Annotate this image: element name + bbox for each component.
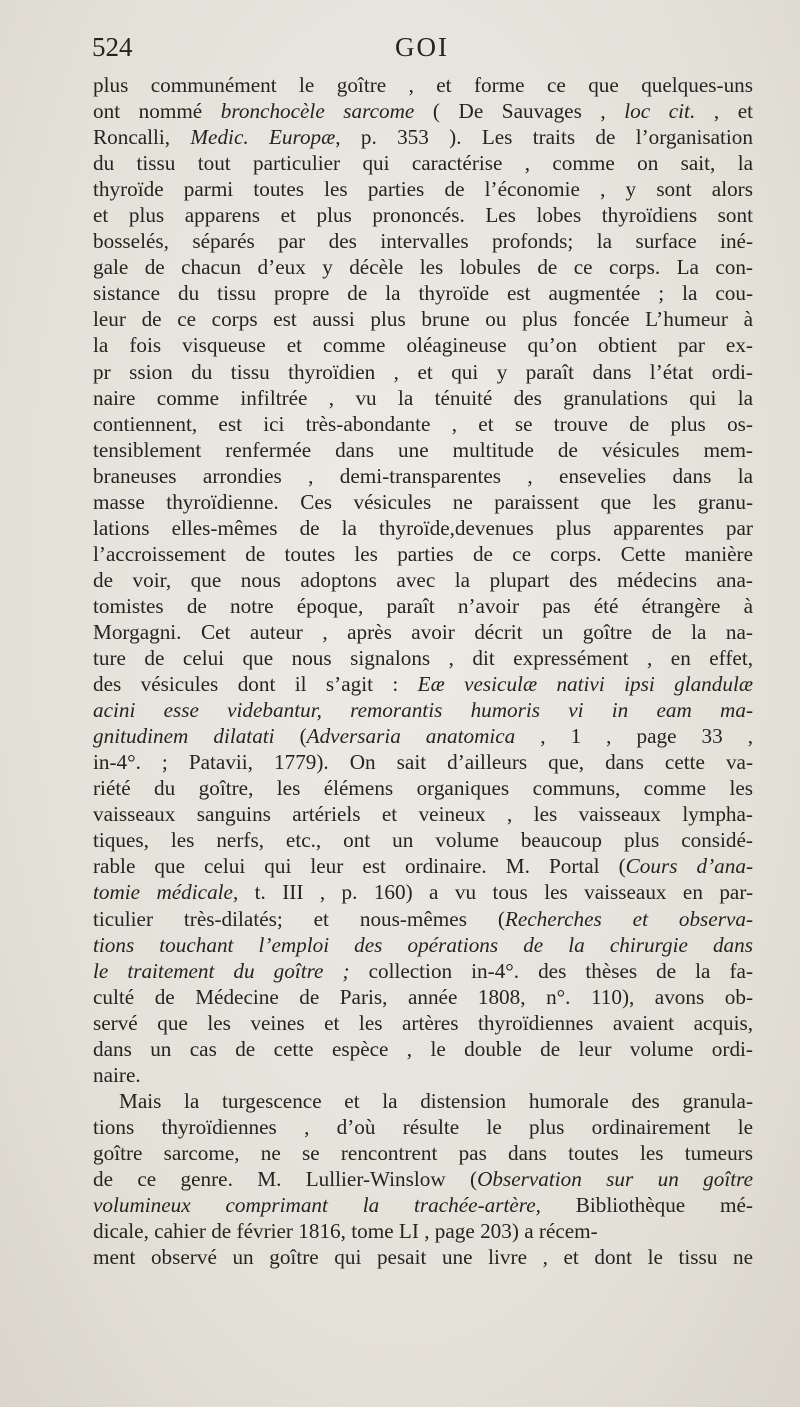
text-span: de voir, que nous adoptons avec la plupart des médecins ana- bbox=[93, 567, 753, 592]
text-span: rable que celui qui leur est ordinaire. M. Portal ( bbox=[93, 854, 626, 879]
text-span: culté de Médecine de Paris, année 1808, n°. 110), avons ob- bbox=[93, 984, 753, 1009]
text-line bbox=[93, 593, 753, 619]
text-line bbox=[93, 254, 753, 280]
body-text bbox=[93, 72, 753, 1270]
text-span: , t. III , p. 160) a vu tous les vaisseaux en par- bbox=[232, 880, 753, 905]
text-line bbox=[93, 385, 753, 411]
text-line bbox=[93, 723, 753, 749]
text-span: ( De Sauvages , bbox=[414, 99, 625, 124]
text-span: ture de celui que nous signalons , dit expressément , en effet, bbox=[93, 646, 753, 671]
text-line bbox=[93, 202, 753, 228]
text-span: de ce genre. M. Lullier-Winslow ( bbox=[93, 1166, 478, 1191]
text-line bbox=[93, 671, 753, 697]
text-line bbox=[93, 1114, 753, 1140]
text-line bbox=[93, 879, 753, 905]
text-line bbox=[93, 437, 753, 463]
text-line bbox=[93, 619, 753, 645]
text-span: , 1 , page 33 , bbox=[515, 724, 753, 749]
text-span: et plus apparens et plus prononcés. Les lobes thyroïdiens sont bbox=[93, 203, 753, 228]
text-span: , et bbox=[695, 99, 753, 124]
text-line bbox=[93, 463, 753, 489]
text-span: la fois visqueuse et comme oléagineuse qu’on obtient par ex- bbox=[93, 333, 753, 358]
text-line bbox=[93, 1140, 753, 1166]
text-span: riété du goître, les élémens organiques communs, comme les bbox=[93, 776, 753, 801]
text-line bbox=[93, 906, 753, 932]
text-line bbox=[93, 1062, 753, 1088]
text-span: plus communément le goître , et forme ce que quelques-uns bbox=[93, 73, 753, 97]
text-line bbox=[93, 98, 753, 124]
text-line bbox=[93, 515, 753, 541]
text-span: l’accroissement de toutes les parties de ce corps. Cette manière bbox=[93, 541, 753, 566]
text-span: ment observé un goître qui pesait une livre , et dont le tissu ne bbox=[93, 1245, 753, 1270]
text-span: Mais la turgescence et la distension humorale des granula- bbox=[119, 1088, 753, 1113]
text-span: tions thyroïdiennes , d’où résulte le plus ordinairement le bbox=[93, 1114, 753, 1139]
italic-span: le traitement du goître ; bbox=[93, 958, 350, 983]
text-line bbox=[93, 150, 753, 176]
text-line bbox=[93, 984, 753, 1010]
text-span: Roncalli, bbox=[93, 125, 191, 150]
text-line bbox=[93, 280, 753, 306]
italic-span: Observation sur un goître bbox=[477, 1166, 753, 1191]
page-number: 524 bbox=[92, 32, 133, 62]
italic-span: volumineux comprimant la trachée-artère, bbox=[93, 1193, 541, 1218]
text-span: dans un cas de cette espèce , le double de leur volume ordi- bbox=[93, 1036, 753, 1061]
italic-span: loc cit. bbox=[624, 99, 696, 124]
italic-span: Adversaria anatomica bbox=[306, 724, 516, 749]
text-line bbox=[93, 411, 753, 437]
text-span: vaisseaux sanguins artériels et veineux , les vaisseaux lympha- bbox=[93, 802, 753, 827]
text-line bbox=[93, 801, 753, 827]
text-line bbox=[93, 1218, 753, 1244]
text-line bbox=[93, 853, 753, 879]
italic-span: Recherches et observa- bbox=[504, 906, 753, 931]
text-span: tiques, les nerfs, etc., ont un volume beaucoup plus considé- bbox=[93, 828, 753, 853]
text-line bbox=[93, 567, 753, 593]
text-line bbox=[93, 359, 753, 385]
text-span: pr ssion du tissu thyroïdien , et qui y paraît dans l’état ordi- bbox=[93, 359, 753, 384]
text-span: thyroïde parmi toutes les parties de l’économie , y sont alors bbox=[93, 177, 753, 202]
text-line bbox=[93, 72, 753, 98]
text-line bbox=[93, 1088, 753, 1114]
text-span: gale de chacun d’eux y décèle les lobules de ce corps. La con- bbox=[93, 255, 753, 280]
text-line bbox=[93, 645, 753, 671]
text-line bbox=[93, 176, 753, 202]
italic-span: Eæ vesiculæ nativi ipsi glandulæ bbox=[417, 672, 753, 697]
italic-span: tions touchant l’emploi des opérations de la chirurgie dans bbox=[93, 932, 753, 957]
text-span: collection in-4°. des thèses de la fa- bbox=[349, 958, 753, 983]
text-span: in-4°. ; Patavii, 1779). On sait d’ailleurs que, dans cette va- bbox=[93, 750, 753, 775]
text-span: bosselés, séparés par des intervalles profonds; la surface iné- bbox=[93, 229, 753, 254]
text-line bbox=[93, 749, 753, 775]
text-span: ( bbox=[274, 724, 307, 749]
text-span: ont nommé bbox=[93, 99, 221, 124]
text-span: goître sarcome, ne se rencontrent pas dans toutes les tumeurs bbox=[93, 1140, 753, 1165]
italic-span: acini esse videbantur, remorantis humoris vi in eam ma- bbox=[93, 698, 753, 723]
text-line bbox=[93, 489, 753, 515]
text-span: du tissu tout particulier qui caractérise , comme on sait, la bbox=[93, 151, 753, 176]
text-line bbox=[93, 332, 753, 358]
text-span: Bibliothèque mé- bbox=[540, 1193, 753, 1218]
text-line bbox=[93, 827, 753, 853]
italic-span: bronchocèle sarcome bbox=[220, 99, 415, 124]
page-header bbox=[92, 32, 752, 72]
running-head: GOI bbox=[395, 32, 449, 62]
italic-span: Cours d’ana- bbox=[625, 854, 753, 879]
text-line bbox=[93, 958, 753, 984]
text-line bbox=[93, 932, 753, 958]
text-span: dicale, cahier de février 1816, tome LI , page 203) a récem- bbox=[93, 1219, 598, 1244]
text-line bbox=[93, 124, 753, 150]
text-span: masse thyroïdienne. Ces vésicules ne paraissent que les granu- bbox=[93, 489, 753, 514]
text-span: lations elles-mêmes de la thyroïde,devenues plus apparentes par bbox=[93, 515, 753, 540]
text-span: braneuses arrondies , demi-transparentes , ensevelies dans la bbox=[93, 463, 753, 488]
text-span: ticulier très-dilatés; et nous-mêmes ( bbox=[93, 906, 505, 931]
text-span: tomistes de notre époque, paraît n’avoir pas été étrangère à bbox=[93, 593, 753, 618]
italic-span: gnitudinem dilatati bbox=[93, 724, 275, 749]
text-span: tensiblement renfermée dans une multitude de vésicules mem- bbox=[93, 437, 753, 462]
text-line bbox=[93, 775, 753, 801]
text-line bbox=[93, 1036, 753, 1062]
text-span: naire comme infiltrée , vu la ténuité des granulations qui la bbox=[93, 385, 753, 410]
text-span: des vésicules dont il s’agit : bbox=[93, 672, 418, 697]
text-line bbox=[93, 1244, 753, 1270]
text-span: leur de ce corps est aussi plus brune ou plus foncée L’humeur à bbox=[93, 307, 753, 332]
text-line bbox=[93, 228, 753, 254]
text-span: Morgagni. Cet auteur , après avoir décrit un goître de la na- bbox=[93, 619, 753, 644]
text-line bbox=[93, 1192, 753, 1218]
italic-span: Medic. Europæ bbox=[190, 125, 336, 150]
text-span: contiennent, est ici très-abondante , et se trouve de plus os- bbox=[93, 411, 753, 436]
text-span: , p. 353 ). Les traits de l’organisation bbox=[335, 125, 753, 150]
text-span: naire. bbox=[93, 1062, 141, 1087]
text-line bbox=[93, 541, 753, 567]
text-line bbox=[93, 306, 753, 332]
italic-span: tomie médicale bbox=[93, 880, 233, 905]
text-span: sistance du tissu propre de la thyroïde est augmentée ; la cou- bbox=[93, 281, 753, 306]
text-line bbox=[93, 1166, 753, 1192]
text-span: servé que les veines et les artères thyroïdiennes avaient acquis, bbox=[93, 1010, 753, 1035]
text-line bbox=[93, 1010, 753, 1036]
text-line bbox=[93, 697, 753, 723]
